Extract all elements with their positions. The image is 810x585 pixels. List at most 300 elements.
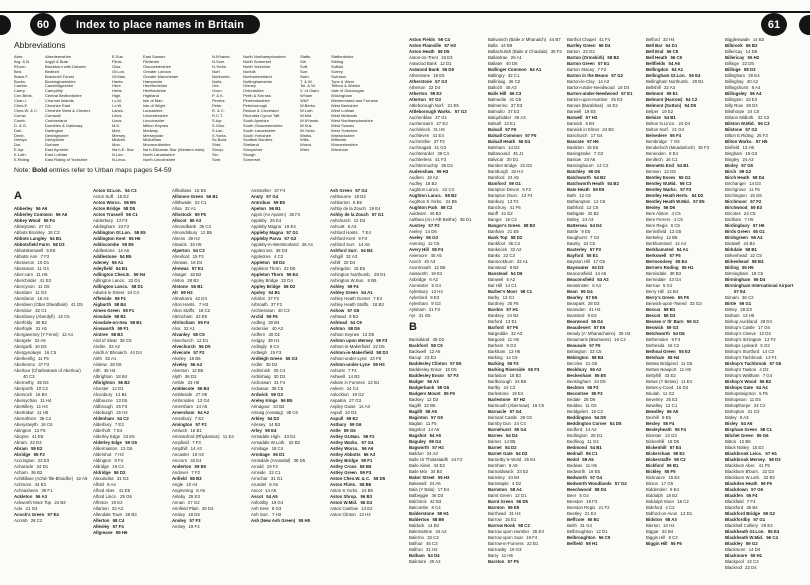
place-name: Archiestown [251, 308, 275, 313]
place-name: Barkham [488, 349, 506, 354]
map-grid-reference: 13 E2 [361, 506, 373, 511]
map-grid-reference: 41 G5 [70, 302, 83, 307]
abbreviation-definition: Shropshire [243, 147, 263, 153]
map-grid-reference: 22 D4 [428, 85, 441, 90]
place-name: Allostock [172, 212, 192, 217]
map-grid-reference: 43 G4 [669, 277, 681, 282]
map-grid-reference: 33 E4 [190, 458, 202, 463]
place-name: Batchworth [567, 175, 591, 180]
map-grid-reference: 22 D4 [128, 278, 140, 283]
place-name: Amlwch [172, 428, 188, 433]
place-name: Aigburth [93, 302, 112, 307]
place-name: Bellshill [646, 85, 661, 90]
place-name: Barrow [488, 517, 502, 522]
map-grid-reference: 57 H3 [585, 115, 598, 120]
place-name: Belbroughton [567, 535, 596, 540]
place-name: Ash (New Ash Green) [251, 518, 296, 523]
map-grid-reference: 55 E5 [134, 230, 146, 235]
map-grid-reference: 18 B2 [425, 181, 437, 186]
map-grid-reference: 59 G4 [429, 439, 441, 444]
abbreviation-key: Lincs. [112, 117, 123, 123]
map-grid-reference: 13 F3 [116, 218, 128, 223]
place-name: Affetside [93, 296, 112, 301]
place-name: Abbeytown [14, 224, 36, 229]
map-grid-reference: 59 G2 [745, 541, 758, 546]
place-name: Aberfeldy [14, 320, 33, 325]
place-name: Barnetby le Wold [488, 457, 521, 462]
map-grid-reference: 54 A6 [741, 421, 753, 426]
place-name: Aldeburgh [93, 410, 113, 415]
map-grid-reference: 42 D4 [195, 296, 207, 301]
abbreviation-key: N.Lincs. [112, 157, 127, 163]
abbreviation-definition: South Ayrshire [243, 117, 269, 123]
map-grid-reference: 5 G1 [662, 283, 673, 288]
map-grid-reference: 57 G3 [454, 109, 467, 114]
place-name: Astley Bridge [330, 458, 359, 463]
place-name: Anfield [172, 476, 187, 481]
map-grid-reference: 10 A4 [186, 482, 198, 487]
place-name: Aldbrough [93, 404, 113, 409]
place-name: Aspley Guise [330, 404, 356, 409]
place-name: Barry [488, 553, 499, 558]
place-name: Aston Fields [409, 37, 436, 42]
place-name: Bardon [488, 307, 504, 312]
map-grid-reference: 33 H5 [189, 242, 202, 247]
map-grid-reference: 44 F2 [451, 457, 463, 462]
map-grid-reference: 56 B2 [118, 380, 130, 385]
map-grid-reference: 7 E4 [361, 230, 371, 235]
map-grid-reference: 7 F2 [40, 254, 50, 259]
place-name: Blackpool [725, 559, 744, 564]
place-name: Balsall Heath [488, 139, 516, 144]
place-name: Balquhidder [488, 115, 512, 120]
place-name: Bedworth Woodlands [567, 481, 612, 486]
map-grid-reference: 59 F4 [197, 320, 210, 325]
map-grid-reference: 59 E5 [273, 200, 285, 205]
place-name: Baile Ailein [409, 463, 431, 468]
place-name: Betws (Y Betws) [646, 379, 678, 384]
map-grid-reference: 55 F3 [528, 367, 540, 372]
place-name: Bakewell [409, 481, 427, 486]
map-grid-reference: 56 D6 [588, 169, 600, 174]
map-grid-reference: 57 E6 [585, 295, 598, 300]
place-name: Ballachulish (Baile a' Chaolais) [488, 49, 548, 54]
map-grid-reference: 18 C3 [47, 230, 60, 235]
place-name: Aberlemno [14, 362, 36, 367]
map-grid-reference: 32 C2 [427, 535, 439, 540]
map-grid-reference: 56 C5 [666, 49, 679, 54]
map-grid-reference: 54 B1 [590, 445, 602, 450]
place-name: Aimes Green [93, 308, 120, 313]
place-name: Ayr [409, 313, 416, 318]
map-grid-reference: 57 E5 [450, 361, 462, 366]
map-grid-reference: 36 A3 [514, 115, 526, 120]
place-name: Beaconsfield [567, 277, 595, 282]
map-grid-reference: 59 E2 [430, 91, 442, 96]
map-grid-reference: 55 G2 [678, 175, 691, 180]
abbreviation-key: Aber. [14, 54, 24, 59]
place-name: Abbots Bromley [14, 230, 45, 235]
map-grid-reference: 19 E4 [512, 391, 524, 396]
place-name: Avery Hill [409, 247, 429, 252]
map-grid-reference: 13 H4 [662, 523, 675, 528]
place-name: Blackfield [725, 499, 744, 504]
map-grid-reference: 24 A5 [507, 175, 519, 180]
place-name: Beddgelert [567, 409, 589, 414]
map-grid-reference: 18 B2 [189, 272, 202, 277]
place-name: Blackford Bridge [725, 511, 760, 516]
place-name: Balivanich (Baile a' Mhanaich) [488, 37, 547, 42]
place-name: Birdwell [725, 241, 741, 246]
map-grid-reference: 13 H5 [742, 313, 755, 318]
abbreviation-definition: Scottish Borders [243, 137, 273, 143]
abbreviation-key: W.Loth. [300, 107, 314, 113]
abbreviation-definition: Aberdeenshire [45, 54, 72, 59]
map-grid-reference: 34 B2 [273, 404, 285, 409]
place-name: Abbey Wood [14, 218, 41, 223]
place-name: Ashby de la Zouch [330, 212, 369, 217]
abbreviation-key: R. & C. [212, 107, 225, 113]
map-grid-reference: 18 B5 [189, 356, 201, 361]
place-name: Aylsham [409, 307, 426, 312]
map-grid-reference: 23 F5 [370, 356, 382, 361]
map-grid-reference: 24 C6 [747, 109, 760, 114]
index-column [646, 37, 723, 547]
map-grid-reference: 54 D5 [609, 421, 622, 426]
map-grid-reference: 22 A6 [34, 338, 46, 343]
map-grid-reference: 19 G3 [745, 151, 758, 156]
map-grid-reference: 19 E5 [433, 73, 445, 78]
map-grid-reference: 35 F3 [698, 145, 710, 150]
map-grid-reference: 23 E3 [745, 97, 758, 102]
map-grid-reference: 14 D4 [748, 547, 761, 552]
map-grid-reference: 45 J1 [512, 151, 524, 156]
map-grid-reference: 57 F3 [680, 187, 692, 192]
place-name: Barnehurst [488, 427, 512, 432]
place-name: Barwick [567, 121, 583, 126]
map-grid-reference: 22 D5 [373, 344, 385, 349]
place-name: Bishops Gate [725, 385, 753, 390]
map-grid-reference: 13 H4 [431, 289, 443, 294]
place-name: Bedlington [567, 433, 588, 438]
map-grid-reference: 59 G2 [763, 511, 776, 516]
abbreviation-definition: South Lanarkshire [243, 127, 276, 133]
map-grid-reference: 56 D6 [442, 67, 454, 72]
place-name: Ansley [172, 512, 186, 517]
map-grid-reference: 35 F2 [289, 212, 301, 217]
map-grid-reference: 58 A4 [510, 487, 522, 492]
map-grid-reference: 19 E5 [584, 109, 596, 114]
abbreviation-key: I.o.W. [112, 103, 123, 109]
map-grid-reference: 24 A3 [582, 217, 594, 222]
abbreviation-definition: Pembrokeshire [243, 98, 270, 104]
place-name: Aston Clinton [330, 512, 356, 517]
map-grid-reference: 55 E4 [767, 529, 780, 534]
map-grid-reference: 56 B6 [359, 464, 372, 469]
place-name: Aberdaron [14, 296, 35, 301]
place-name: Andover [172, 470, 189, 475]
map-grid-reference: 15 G6 [749, 193, 762, 198]
place-name: Antrobus [251, 200, 271, 205]
place-name: Bearsden [567, 307, 586, 312]
abbreviation-definition: Slough [243, 152, 256, 158]
place-name: Bescot [646, 313, 661, 318]
place-name: Aberdare [14, 290, 32, 295]
map-grid-reference: 14 D5 [745, 49, 758, 54]
place-name: Barrowby [488, 547, 507, 552]
map-grid-reference: 54 D4 [427, 553, 440, 558]
page-top-rule [0, 11, 810, 13]
map-grid-reference: 55 F4 [670, 133, 682, 138]
abbreviation-definition: South Yorkshire [243, 132, 272, 138]
map-grid-reference: 25 E3 [188, 494, 200, 499]
map-grid-reference: 54 C3 [124, 188, 137, 193]
place-name: Barlborough [488, 379, 512, 384]
place-name: Bettws Newport [646, 367, 677, 372]
map-grid-reference: 54 D4 [505, 433, 518, 438]
place-name: Barrow upon Soar [488, 535, 524, 540]
map-grid-reference: 54 D4 [590, 223, 602, 228]
abbreviation-key: Bucks. [14, 78, 27, 84]
place-name: Accrington [14, 458, 35, 463]
abbreviation-definition: Warwickshire [331, 132, 355, 138]
map-grid-reference: 24 C5 [583, 241, 596, 246]
map-grid-reference: 31 F4 [274, 380, 286, 385]
place-name: Beswick [646, 325, 664, 330]
place-name: Ardingly [251, 344, 267, 349]
abbreviation-key: Cambs. [14, 83, 28, 89]
map-grid-reference: 14 C3 [762, 349, 774, 354]
place-name: Ancaster [172, 452, 190, 457]
map-grid-reference: 59 G5 [343, 428, 356, 433]
map-grid-reference: 32 A1 [516, 259, 528, 264]
abbreviation-definition: Leicestershire [143, 112, 168, 118]
map-grid-reference: 22 B1 [367, 380, 380, 385]
abbreviation-key: Mersey. [112, 132, 126, 138]
place-name: Abergavenny (Y Fenni) [14, 332, 59, 337]
map-grid-reference: 55 G4 [580, 289, 593, 294]
map-grid-reference: 11 G4 [35, 290, 47, 295]
place-name: Bagworth [409, 445, 430, 450]
abbreviation-key: Tel. & W. [300, 83, 316, 89]
map-grid-reference: 11 E5 [749, 397, 761, 402]
place-name: Ashtead [330, 320, 348, 325]
place-name: Belmont [646, 91, 664, 96]
map-grid-reference: 57 G4 [355, 188, 368, 193]
place-name: Alconbury [93, 392, 113, 397]
place-name: Arlesey [251, 422, 266, 427]
abbreviation-key: Suff. [300, 63, 309, 69]
place-name: Ambleside [172, 392, 193, 397]
place-name: Bickenhill [646, 445, 667, 450]
abbreviation-key: Slo. [212, 152, 219, 158]
place-name: Bishop's Tachbrook [725, 355, 763, 360]
map-grid-reference: 56 C5 [670, 55, 683, 60]
place-name: Bethesda [646, 343, 665, 348]
place-name: Allimore Green [172, 194, 204, 199]
abbreviation-key: M.K. [112, 122, 121, 128]
place-name: Baslow [567, 157, 582, 162]
map-grid-reference: 36 C3 [199, 224, 211, 229]
abbreviation-key: Som. [212, 157, 222, 163]
abbreviation-definition: Cornwall [45, 112, 61, 118]
map-grid-reference: 19 E4 [369, 206, 381, 211]
map-grid-reference: 59 G6 [349, 422, 362, 427]
map-grid-reference: 12 C5 [427, 241, 440, 246]
place-name: Basildon [567, 145, 584, 150]
map-grid-reference: 57 H5 [755, 139, 768, 144]
map-grid-reference: 57 H2 [513, 397, 526, 402]
map-grid-reference: 32 A3 [111, 506, 124, 511]
map-grid-reference: 56 A6 [55, 212, 68, 217]
abbreviation-definition: East Lothian [45, 152, 68, 158]
abbreviation-key: Midloth. [112, 137, 127, 143]
map-grid-reference: 19 G3 [509, 547, 522, 552]
map-grid-reference: 54 D5 [594, 415, 606, 420]
map-grid-reference: 59 F3 [376, 338, 388, 343]
place-name: Aboyne [14, 434, 29, 439]
place-name: Bitchet Green [725, 433, 754, 438]
abbreviation-definition: Wokingham [331, 93, 353, 99]
place-name: Balsham [488, 145, 505, 150]
map-grid-reference: 13 G5 [669, 229, 682, 234]
map-grid-reference: 33 H4 [511, 169, 523, 174]
map-grid-reference: 8 A4 [107, 482, 116, 487]
place-name: Ashburton [330, 200, 350, 205]
place-name: Ashley Heath Dorset [330, 296, 370, 301]
map-grid-reference: 58 D4 [752, 175, 765, 180]
map-grid-reference: 27 G3 [38, 224, 51, 229]
place-name: Ashington W.Sus. [330, 278, 365, 283]
map-grid-reference: 31 G5 [418, 313, 431, 318]
place-name: Altrincham [172, 314, 193, 319]
map-grid-reference: 9 F3 [671, 337, 681, 342]
place-name: Acharacle [14, 464, 34, 469]
abbreviation-definition: Dumfries & Galloway [45, 122, 83, 128]
map-grid-reference: 55 F4 [674, 427, 686, 432]
map-grid-reference: 7 E3 [114, 422, 124, 427]
map-grid-reference: 59 H3 [436, 169, 449, 174]
map-grid-reference: 59 F5 [194, 212, 206, 217]
abbreviation-key: Ches.E. [14, 103, 29, 109]
place-name: Billington [725, 97, 743, 102]
map-grid-reference: 40 C3 [23, 374, 35, 379]
map-grid-reference: 54 C2 [685, 97, 698, 102]
place-name: Bexleyheath [646, 427, 672, 432]
place-name: Beoley [646, 205, 661, 210]
place-name: Bar Hill [488, 283, 502, 288]
abbreviation-definition: East Sussex [143, 54, 166, 59]
map-grid-reference: 25 E4 [524, 457, 536, 462]
place-name: Alloa [172, 206, 182, 211]
map-grid-reference: 59 F3 [360, 470, 372, 475]
abbreviation-key: Glos. [112, 63, 122, 69]
place-name: Almondbank [172, 224, 197, 229]
place-name: Axbridge [409, 277, 427, 282]
map-grid-reference: 32 B2 [288, 440, 301, 445]
map-grid-reference: 59 H4 [133, 272, 146, 277]
map-grid-reference: 5 F5 [759, 391, 768, 396]
place-name: Annfield Plain [172, 506, 199, 511]
place-name: Bexley [646, 421, 661, 426]
map-grid-reference: 11 H5 [507, 337, 519, 342]
place-name: Birtley [725, 307, 738, 312]
place-name: Aughton S.Yorks. [409, 199, 443, 204]
abbreviation-definition: Greater Manchester [143, 73, 179, 79]
abbreviation-definition: Redcar & Cleveland [243, 107, 279, 113]
map-grid-reference: 56 C3 [509, 91, 522, 96]
place-name: Birch [725, 169, 737, 174]
abbreviation-key: W.N'hants. [300, 117, 320, 123]
abbreviation-definition: Somerset [243, 157, 261, 163]
map-grid-reference: 58 B2 [523, 223, 536, 228]
map-grid-reference: 19 E2 [430, 271, 443, 276]
place-name: Armadale W.Loth. [251, 440, 286, 445]
place-name: Adwick le Street [93, 290, 125, 295]
place-name: Abergynolwyn [14, 350, 42, 355]
map-grid-reference: 58 D3 [52, 242, 65, 247]
abbreviation-definition: Medway [143, 127, 158, 133]
place-name: Balla [488, 43, 498, 48]
map-grid-reference: 58 B3 [189, 476, 202, 481]
section-letter-heading: B [409, 321, 417, 333]
map-grid-reference: 13 E1 [504, 121, 516, 126]
map-grid-reference: 58 B4 [751, 259, 764, 264]
map-grid-reference: 15 F3 [270, 350, 282, 355]
map-grid-reference: 54 D2 [267, 416, 280, 421]
map-grid-reference: 25 F6 [507, 301, 519, 306]
place-name: Baker Street [409, 475, 435, 480]
map-grid-reference: 9 G3 [271, 506, 282, 511]
abbreviation-definition: Merseyside [143, 132, 164, 138]
map-grid-reference: 11 F5 [748, 187, 760, 192]
place-name: Balloch [488, 85, 503, 90]
map-grid-reference: 22 C1 [268, 470, 281, 475]
place-name: Bishop's Stortford [725, 349, 760, 354]
place-name: Banham [488, 229, 505, 234]
map-grid-reference: 22 C4 [442, 187, 455, 192]
map-grid-reference: 12 B6 [434, 265, 446, 270]
abbreviation-definition: East Riding of Yorkshire [45, 157, 88, 163]
place-name: Ansty [251, 194, 264, 199]
place-name: Bayston Hill [567, 259, 590, 264]
abbreviation-key: Warks. [300, 132, 313, 138]
place-name: Balemartine [409, 529, 433, 534]
map-grid-reference: 15 E1 [504, 517, 517, 522]
map-grid-reference: 15 E6 [194, 188, 206, 193]
abbreviation-key: Worcs. [300, 142, 313, 148]
place-name: Alcester [93, 386, 109, 391]
place-name: Allithwaite [172, 200, 192, 205]
place-name: Bickford [646, 463, 664, 468]
place-name: Bickley [646, 469, 662, 474]
place-name: Ardler [251, 362, 263, 367]
map-grid-reference: 12 D3 [353, 218, 366, 223]
map-grid-reference: 18 D4 [190, 260, 203, 265]
place-name: Aston Heath [409, 49, 435, 54]
place-name: Biggin Hill [646, 535, 666, 540]
map-grid-reference: 33 H5 [187, 380, 200, 385]
place-name: Aspull [330, 416, 344, 421]
map-grid-reference: 57 H2 [432, 445, 444, 450]
place-name: Aberaman [14, 266, 35, 271]
abbreviation-key: Stir. [300, 58, 307, 64]
place-name: Ballinluig [488, 79, 506, 84]
place-name: Ardersier [251, 326, 269, 331]
map-grid-reference: 11 H5 [37, 410, 49, 415]
map-grid-reference: 55 F4 [432, 247, 444, 252]
map-grid-reference: 36 B2 [35, 320, 47, 325]
